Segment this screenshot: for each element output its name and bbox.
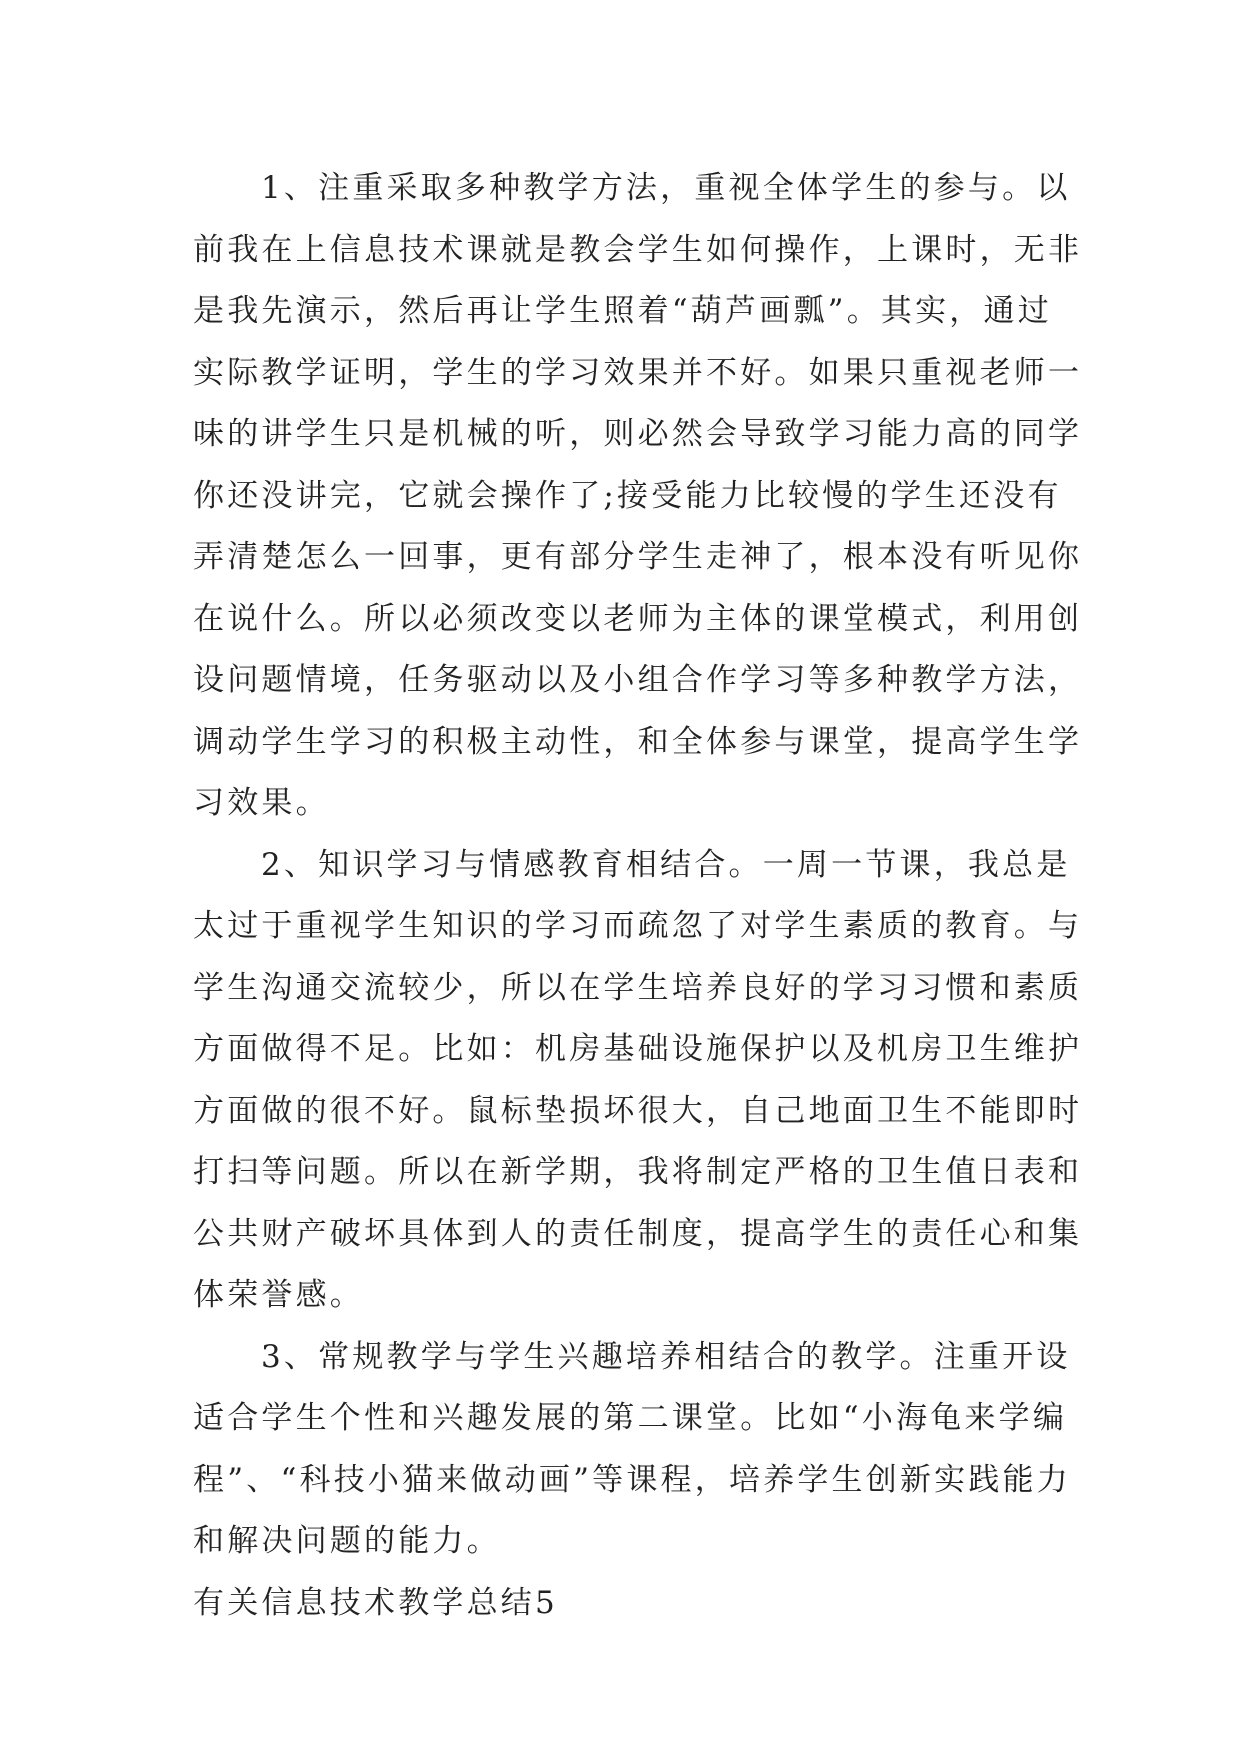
paragraph-1-line-7: 弄清楚怎么一回事，更有部分学生走神了，根本没有听见你	[193, 539, 1083, 575]
paragraph-2-line-8: 体荣誉感。	[193, 1277, 364, 1313]
paragraph-2-line-3: 学生沟通交流较少，所以在学生培养良好的学习习惯和素质	[193, 969, 1083, 1006]
paragraph-1-line-5: 味的讲学生只是机械的听，则必然会导致学习能力高的同学	[193, 416, 1083, 452]
paragraph-3-line-3: 程”、“科技小猫来做动画”等课程，培养学生创新实践能力	[193, 1461, 1071, 1498]
paragraph-3-line-2: 适合学生个性和兴趣发展的第二课堂。比如“小海龟来学编	[193, 1400, 1068, 1436]
paragraph-1-line-11: 习效果。	[193, 785, 330, 821]
paragraph-2-line-1: 2、知识学习与情感教育相结合。一周一节课，我总是	[261, 846, 1071, 883]
paragraph-3-line-4: 和解决问题的能力。	[193, 1523, 501, 1559]
paragraph-1-line-8: 在说什么。所以必须改变以老师为主体的课堂模式，利用创	[193, 600, 1083, 637]
paragraph-2-line-7: 公共财产破坏具体到人的责任制度，提高学生的责任心和集	[193, 1215, 1083, 1252]
paragraph-2-line-4: 方面做得不足。比如：机房基础设施保护以及机房卫生维护	[193, 1031, 1083, 1067]
paragraph-1-line-2: 前我在上信息技术课就是教会学生如何操作，上课时，无非	[193, 231, 1083, 268]
document-body	[193, 158, 1083, 1634]
paragraph-1-line-3: 是我先演示，然后再让学生照着“葫芦画瓢”。其实，通过	[193, 293, 1052, 329]
paragraph-1-line-6: 你还没讲完，它就会操作了;接受能力比较慢的学生还没有	[193, 477, 1062, 514]
paragraph-2-line-5: 方面做的很不好。鼠标垫损坏很大，自己地面卫生不能即时	[193, 1092, 1083, 1129]
paragraph-2-line-2: 太过于重视学生知识的学习而疏忽了对学生素质的教育。与	[193, 908, 1083, 944]
paragraph-1-line-1: 1、注重采取多种教学方法，重视全体学生的参与。以	[261, 170, 1071, 206]
paragraph-1-line-9: 设问题情境，任务驱动以及小组合作学习等多种教学方法，	[193, 662, 1083, 698]
paragraph-1-line-10: 调动学生学习的积极主动性，和全体参与课堂，提高学生学	[193, 723, 1083, 760]
section-heading: 有关信息技术教学总结5	[193, 1584, 558, 1621]
paragraph-1-line-4: 实际教学证明，学生的学习效果并不好。如果只重视老师一	[193, 354, 1083, 391]
paragraph-3-line-1: 3、常规教学与学生兴趣培养相结合的教学。注重开设	[261, 1338, 1071, 1375]
paragraph-2-line-6: 打扫等问题。所以在新学期，我将制定严格的卫生值日表和	[193, 1154, 1083, 1190]
